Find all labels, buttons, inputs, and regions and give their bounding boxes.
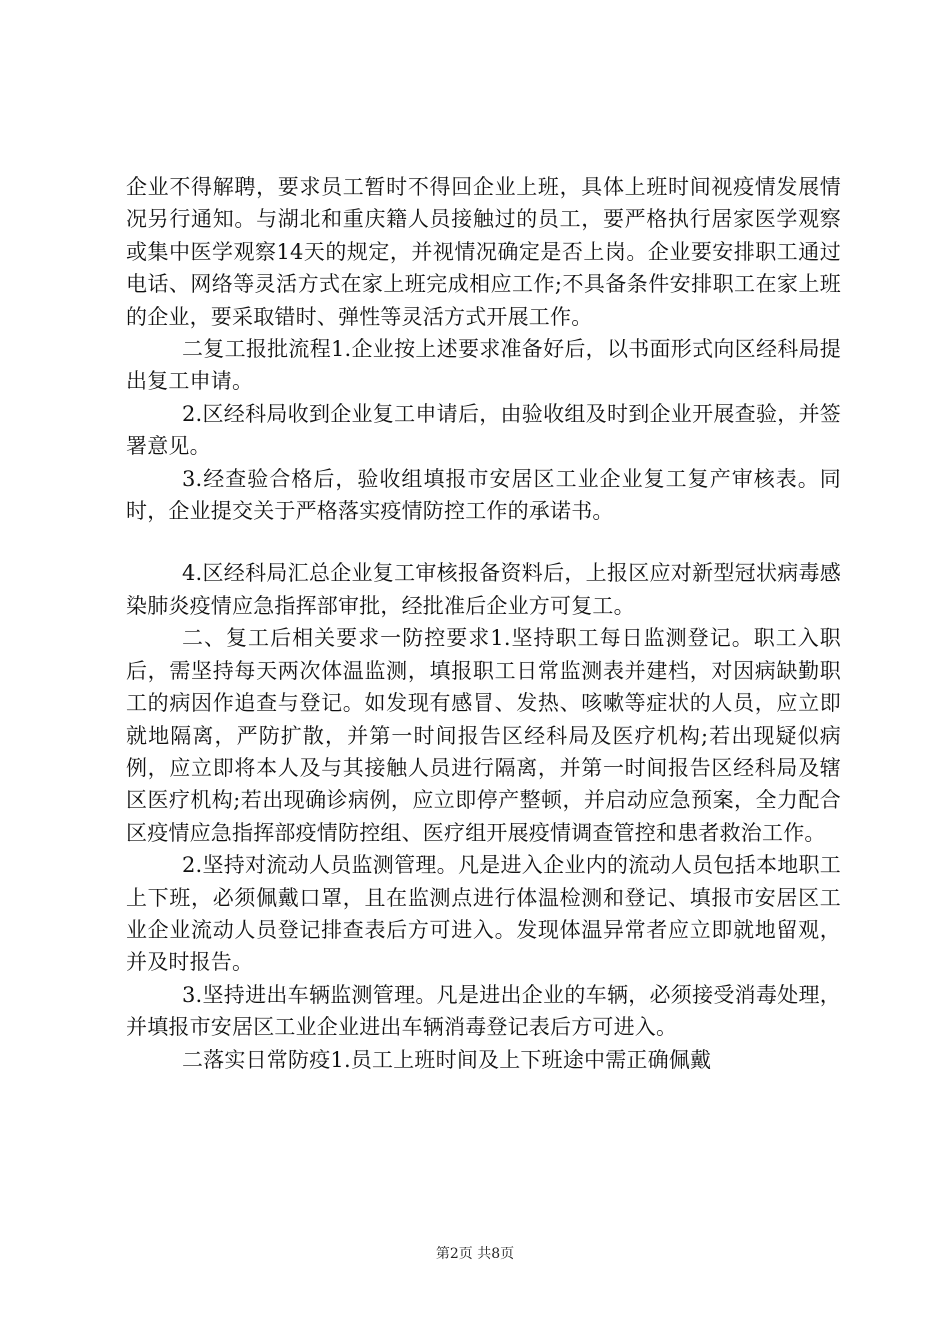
paragraph-3: 2.区经科局收到企业复工申请后，由验收组及时到企业开展查验，并签署意见。 — [126, 401, 841, 459]
paragraph-6: 二、复工后相关要求一防控要求1.坚持职工每日监测登记。职工入职后，需坚持每天两次体温监测，填报职工日常监测表并建档，对因病缺勤职工的病因作追查与登记。如发现有感冒、发热、咳嗽等症状的人员，应立即就地隔离，严防扩散，并第一时间报告区经科局及医疗机构;若出现疑似病例，应立即将本人及与其接触人员进行隔离，并第一时间报告区经科局及辖区医疗机构;若出现确诊病例，应立即停产整顿，并启动应急预案，全力配合区疫情应急指挥部疫情防控组、医疗组开展疫情调查管控和患者救治工作。 — [126, 626, 841, 845]
paragraph-1: 企业不得解聘，要求员工暂时不得回企业上班，具体上班时间视疫情发展情况另行通知。与湖北和重庆籍人员接触过的员工，要严格执行居家医学观察或集中医学观察14天的规定，并视情况确定是否上岗。企业要安排职工通过电话、网络等灵活方式在家上班完成相应工作;不具备条件安排职工在家上班的企业，要采取错时、弹性等灵活方式开展工作。 — [126, 175, 841, 329]
paragraph-9: 二落实日常防疫1.员工上班时间及上下班途中需正确佩戴 — [182, 1047, 712, 1072]
document-body — [126, 171, 841, 1076]
paragraph-5: 4.区经科局汇总企业复工审核报备资料后，上报区应对新型冠状病毒感染肺炎疫情应急指挥部审批，经批准后企业方可复工。 — [126, 561, 841, 618]
paragraph-8: 3.坚持进出车辆监测管理。凡是进出企业的车辆，必须接受消毒处理，并填报市安居区工业企业进出车辆消毒登记表后方可进入。 — [126, 982, 841, 1040]
page-number-footer: 第2页 共8页 — [435, 1246, 515, 1262]
paragraph-2: 二复工报批流程1.企业按上述要求准备好后，以书面形式向区经科局提出复工申请。 — [126, 337, 841, 394]
paragraph-7: 2.坚持对流动人员监测管理。凡是进入企业内的流动人员包括本地职工上下班，必须佩戴口罩，且在监测点进行体温检测和登记、填报市安居区工业企业流动人员登记排查表后方可进入。发现体温异常者应立即就地留观，并及时报告。 — [126, 853, 841, 975]
paragraph-4: 3.经查验合格后，验收组填报市安居区工业企业复工复产审核表。同时，企业提交关于严格落实疫情防控工作的承诺书。 — [126, 466, 841, 524]
